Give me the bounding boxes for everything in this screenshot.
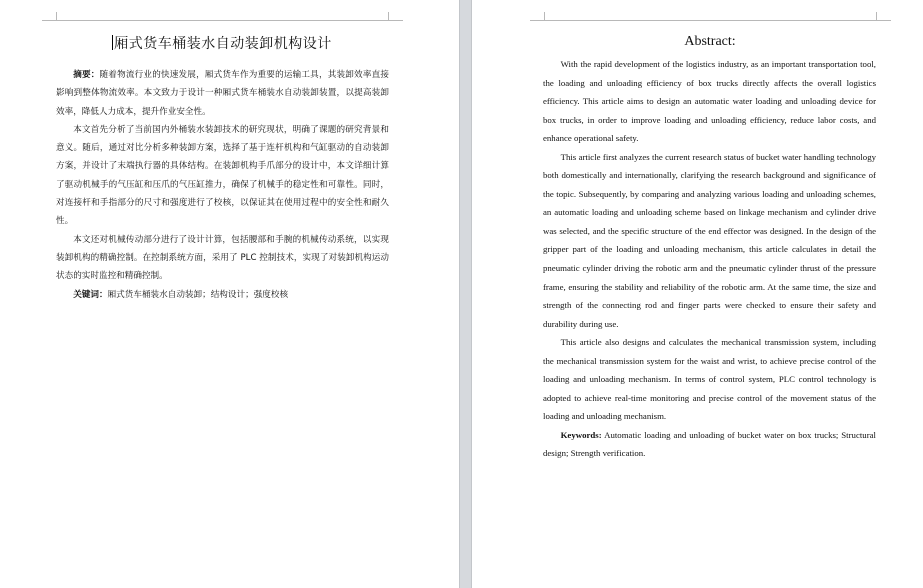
document-page-english[interactable]: [472, 0, 923, 588]
header-line: [544, 20, 876, 21]
keywords-paragraph: 关键词：厢式货车桶装水自动装卸；结构设计；强度校核: [73, 289, 289, 300]
page-title: 厢式货车桶装水自动装卸机构设计: [114, 36, 332, 52]
abstract-body[interactable]: [56, 66, 389, 304]
abstract-paragraph: 本文还对机械传动部分进行了设计计算，包括腰部和手腕的机械传动系统，以实现装卸机构的精确控制。在控制系统方面，采用了 PLC 控制技术，实现了对装卸机构运动状态的实时监控和精确控制。: [56, 234, 389, 282]
margin-corner-mark: [388, 12, 403, 21]
keywords-paragraph: Keywords: Automatic loading and unloading of bucket water on box trucks; Structural design; Strength verification.: [543, 429, 876, 459]
margin-corner-mark: [530, 12, 545, 21]
page-gutter: [459, 0, 472, 588]
abstract-paragraph: This article also designs and calculates the mechanical transmission system, including the mechanical transmission system for the waist and wrist, to achieve precise control of the loading and unloading mechanism. In terms of control system, PLC control technology is adopted to achieve real-time monitoring and precise control of the movement status of the loading and unloading mechanism.: [543, 337, 876, 422]
abstract-title: Abstract:: [684, 34, 736, 49]
abstract-body[interactable]: [543, 55, 876, 463]
header-line: [56, 20, 388, 21]
margin-corner-mark: [42, 12, 57, 21]
keywords-label: Keywords:: [560, 429, 602, 440]
margin-corner-mark: [876, 12, 891, 21]
document-page-chinese[interactable]: [0, 0, 459, 588]
abstract-paragraph: 本文首先分析了当前国内外桶装水装卸技术的研究现状，明确了课题的研究背景和意义。随后，通过对比分析多种装卸方案，选择了基于连杆机构和气缸驱动的自动装卸方案，并设计了末端执行器的具体结构。在装卸机构手爪部分的设计中，本文详细计算了驱动机械手的气压缸和压爪的气压缸推力，确保了机械手的稳定性和可靠性。同时，对连接杆和手指部分的尺寸和强度进行了校核，以保证其在使用过程中的安全性和耐久性。: [56, 124, 389, 227]
abstract-label: 摘要：: [73, 70, 100, 80]
abstract-paragraph: With the rapid development of the logistics industry, as an important transportation tool, the loading and unloading efficiency of box trucks directly affects the overall logistics efficiency. This article aims to design an automatic water loading and unloading device for box trucks, in order to improve loading and unloading efficiency, reduce labor costs, and enhance operational safety.: [543, 59, 876, 144]
abstract-paragraph: 摘要：随着物流行业的快速发展，厢式货车作为重要的运输工具，其装卸效率直接影响到整体物流效率。本文致力于设计一种厢式货车桶装水自动装卸装置，以提高装卸效率，降低人力成本，提升作业安全性。: [56, 70, 389, 117]
abstract-paragraph: This article first analyzes the current research status of bucket water handling technology both domestically and internationally, clarifying the research background and significance of the topic. Subsequently, by comparing and analyzing various loading and unloading schemes, an automatic loading and unloading scheme based on linkage mechanism and cylinder drive was selected, and the specific structure of the end effector was designed. In the design of the gripper part of the loading and unloading mechanism, this article calculates in detail the pneumatic cylinder driving the robotic arm and the pneumatic cylinder thrust of the pressure frame, ensuring the stability and reliability of the robotic arm. At the same time, the size and strength of the connecting rod and finger parts were checked to ensure their safety and durability during use.: [543, 151, 876, 329]
keywords-label: 关键词：: [73, 289, 108, 300]
